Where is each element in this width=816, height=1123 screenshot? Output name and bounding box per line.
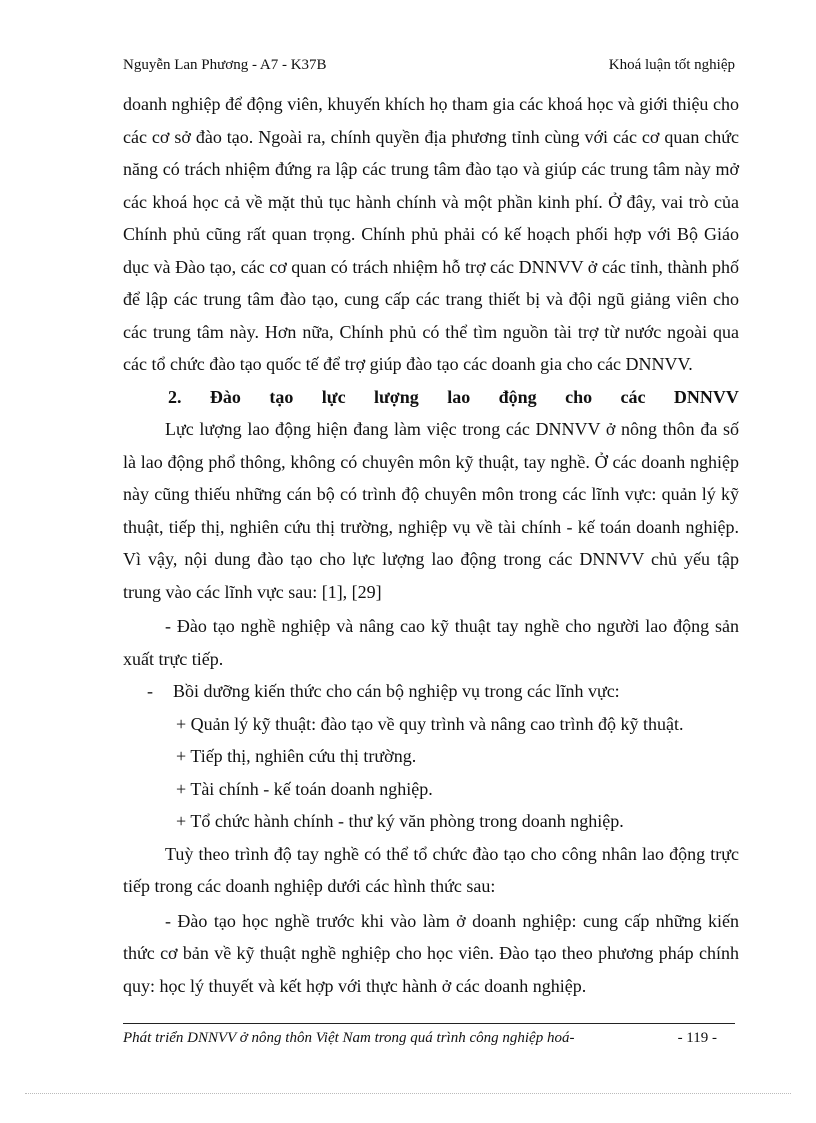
heading-word: 2. xyxy=(168,386,182,407)
heading-word: lực xyxy=(321,386,346,407)
heading-word: lao xyxy=(447,386,471,407)
paragraph-labor-force: Lực lượng lao động hiện đang làm việc trong các DNNVV ở nông thôn đa số là lao động phổ thông, không có chuyên môn kỹ thuật, tay nghề. Ở các doanh nghiệp này cũng thiếu những cán bộ có trình độ chuyên môn trong các lĩnh vực: quản lý kỹ thuật, tiếp thị, nghiên cứu thị trường, nghiệp vụ về tài chính - kế toán doanh nghiệp. Vì vậy, nội dung đào tạo cho lực lượng lao động trong các DNNVV chủ yếu tập trung vào các lĩnh vực sau: [1], [29] xyxy=(123,419,739,602)
list-item-training xyxy=(123,675,739,708)
paragraph-forms: Tuỳ theo trình độ tay nghề có thể tổ chức đào tạo cho công nhân lao động trực tiếp trong các doanh nghiệp dưới các hình thức sau: xyxy=(123,843,739,896)
heading-word: DNNVV xyxy=(673,386,739,407)
header-doc-type: Khoá luận tốt nghiệp xyxy=(608,57,735,73)
heading-word: Đào xyxy=(209,386,241,407)
heading-word: động xyxy=(498,386,537,407)
document-body xyxy=(123,88,739,1002)
paragraph-continuation: doanh nghiệp để động viên, khuyến khích họ tham gia các khoá học và giới thiệu cho các cơ sở đào tạo. Ngoài ra, chính quyền địa phương tỉnh cùng với các cơ quan chức năng có trách nhiệm đứng ra lập các trung tâm đào tạo và giúp các trung tâm này mở các khoá học cả về mặt thủ tục hành chính và một phần kinh phí. Ở đây, vai trò của Chính phủ cũng rất quan trọng. Chính phủ phải có kế hoạch phối hợp với Bộ Giáo dục và Đào tạo, các cơ quan có trách nhiệm hỗ trợ các DNNVV ở các tỉnh, thành phố để lập các trung tâm đào tạo, cung cấp các trang thiết bị và đội ngũ giảng viên cho các trung tâm này. Hơn nữa, Chính phủ có thể tìm nguồn tài trợ từ nước ngoài qua các tổ chức đào tạo quốc tế để trợ giúp đào tạo các doanh gia cho các DNNVV. xyxy=(123,94,739,374)
page-bottom-divider xyxy=(25,1093,791,1094)
heading-word: lượng xyxy=(373,386,419,407)
sub-item-admin: + Tổ chức hành chính - thư ký văn phòng trong doanh nghiệp. xyxy=(176,811,624,831)
header-author: Nguyễn Lan Phương - A7 - K37B xyxy=(123,57,327,73)
footer-title: Phát triển DNNVV ở nông thôn Việt Nam trong quá trình công nghiệp hoá- xyxy=(123,1030,575,1046)
list-item-vocational: - Đào tạo nghề nghiệp và nâng cao kỹ thuật tay nghề cho người lao động sản xuất trực tiếp. xyxy=(123,616,739,669)
heading-word: tạo xyxy=(269,386,294,407)
page-number: - 119 - xyxy=(677,1030,717,1046)
list-item-pre-employment: - Đào tạo học nghề trước khi vào làm ở doanh nghiệp: cung cấp những kiến thức cơ bản về kỹ thuật nghề nghiệp cho học viên. Đào tạo theo phương pháp chính quy: học lý thuyết và kết hợp với thực hành ở các doanh nghiệp. xyxy=(123,910,739,996)
list-dash: - xyxy=(147,681,153,701)
page-header xyxy=(123,57,735,79)
section-heading xyxy=(123,381,739,414)
sub-item-technical: + Quản lý kỹ thuật: đào tạo về quy trình và nâng cao trình độ kỹ thuật. xyxy=(176,713,684,734)
sub-item-marketing: + Tiếp thị, nghiên cứu thị trường. xyxy=(176,746,417,766)
sub-item-finance: + Tài chính - kế toán doanh nghiệp. xyxy=(176,778,433,799)
list-item-text: Bồi dưỡng kiến thức cho cán bộ nghiệp vụ trong các lĩnh vực: xyxy=(173,681,620,701)
heading-word: các xyxy=(620,386,646,407)
footer-divider xyxy=(123,1023,735,1024)
heading-word: cho xyxy=(565,386,593,407)
